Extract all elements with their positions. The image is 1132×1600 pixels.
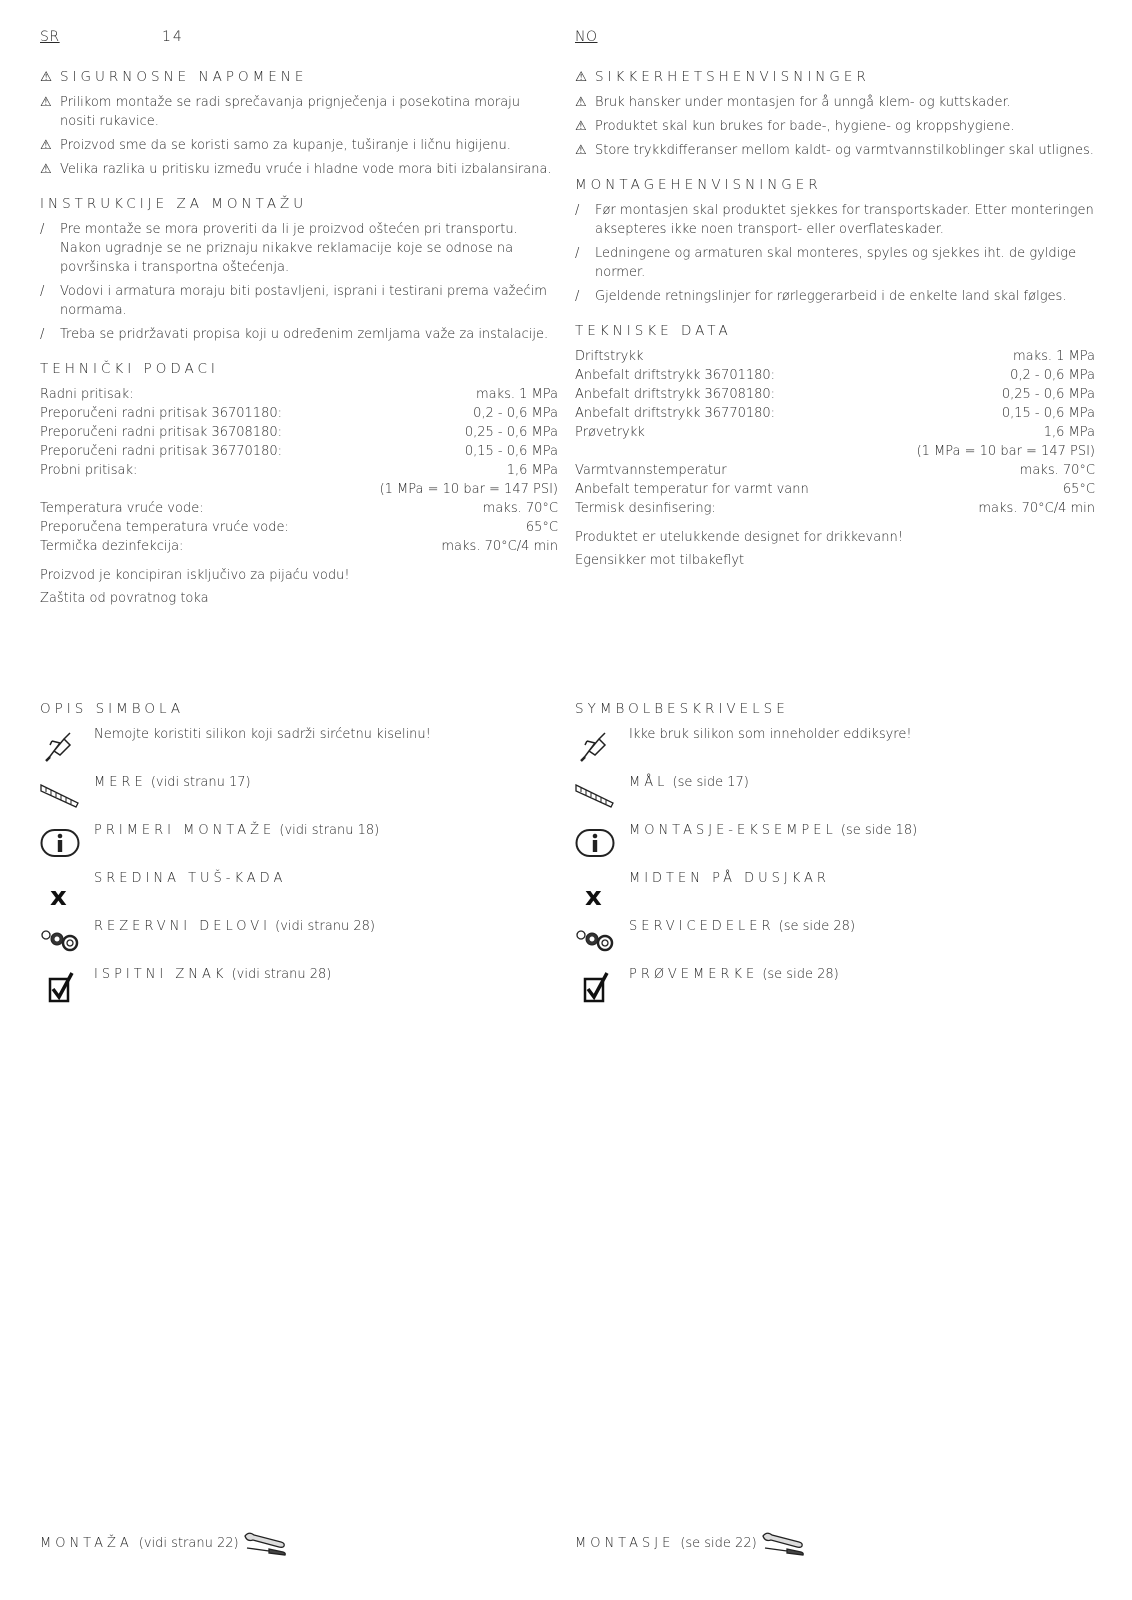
install-item: / Treba se pridržavati propisa koji u određenim zemljama važe za instalacije.: [40, 327, 549, 342]
svg-text:x: x: [585, 882, 602, 909]
tech-heading: TEHNIČKI PODACI: [40, 361, 219, 377]
symbol-row: [575, 965, 839, 1013]
install-heading: MONTAGEHENVISNINGER: [575, 177, 822, 193]
spare-parts-icon: [575, 921, 615, 957]
silicone-gun-icon: [575, 729, 615, 765]
footer-no: [575, 1530, 805, 1556]
symbol-row: [40, 725, 431, 773]
info-icon: [40, 825, 80, 861]
symbol-ref: (se side 28): [762, 967, 839, 982]
symbol-title: MIDTEN PÅ DUSJKAR: [629, 871, 830, 886]
safety-heading: ⚠ SIKKERHETSHENVISNINGER: [575, 69, 870, 85]
symbol-title: SREDINA TUŠ-KADA: [94, 871, 287, 886]
tech-row: Anbefalt driftstrykk 36701180: 0,2 - 0,6 MPa: [575, 368, 1095, 383]
symbols-no: [575, 700, 918, 1013]
wrench-screwdriver-icon: [761, 1530, 805, 1556]
tech-row: Anbefalt driftstrykk 36770180: 0,15 - 0,6 MPa: [575, 406, 1095, 421]
tech-row: Preporučeni radni pritisak 36708180: 0,25 - 0,6 MPa: [40, 425, 558, 440]
column-no: [575, 28, 1095, 570]
symbol-row: [575, 773, 789, 821]
symbol-ref: (se side 17): [672, 775, 749, 790]
note-text: Egensikker mot tilbakeflyt: [575, 553, 745, 568]
warning-icon: ⚠: [575, 69, 592, 85]
language-code: SR: [40, 29, 60, 45]
symbol-row: [40, 965, 332, 1013]
symbol-title: MONTASJE-EKSEMPEL: [629, 823, 837, 838]
symbol-row: [575, 725, 912, 773]
install-item: / Vodovi i armatura moraju biti postavljeni, isprani i testirani prema važećim normama.: [40, 284, 547, 318]
symbol-title: MERE: [94, 775, 147, 790]
symbol-title: PRØVEMERKE: [629, 967, 759, 982]
warning-icon: ⚠: [575, 119, 587, 134]
tech-row: Probni pritisak: 1,6 MPa: [40, 463, 558, 478]
warning-icon: ⚠: [575, 143, 587, 158]
symbol-ref: (se side 28): [778, 919, 856, 934]
x-icon: [575, 873, 615, 909]
silicone-gun-icon: [40, 729, 80, 765]
test-mark-icon: [40, 969, 80, 1005]
symbol-title: REZERVNI DELOVI: [94, 919, 272, 934]
warning-icon: ⚠: [575, 95, 587, 110]
spare-parts-icon: [40, 921, 80, 957]
safety-item: ⚠ Prilikom montaže se radi sprečavanja prignječenja i posekotina moraju nositi rukavice.: [40, 95, 521, 129]
safety-item: ⚠ Bruk hansker under montasjen for å unngå klem- og kuttskader.: [575, 95, 1011, 110]
symbol-title: MÅL: [629, 775, 669, 790]
symbols-sr: [40, 700, 431, 1013]
wrench-screwdriver-icon: [243, 1530, 287, 1556]
safety-heading: ⚠ SIGURNOSNE NAPOMENE: [40, 69, 308, 85]
symbol-row: [40, 821, 380, 869]
tech-row: (1 MPa = 10 bar = 147 PSI): [916, 444, 1095, 459]
tech-row: Anbefalt driftstrykk 36708180: 0,25 - 0,6 MPa: [575, 387, 1095, 402]
ruler-icon: [575, 777, 615, 813]
symbol-row: [40, 773, 251, 821]
svg-text:x: x: [50, 882, 67, 909]
symbol-row: [40, 869, 287, 917]
warning-icon: ⚠: [40, 162, 52, 177]
warning-icon: ⚠: [40, 138, 52, 153]
note-text: Proizvod je koncipiran isključivo za pijaću vodu!: [40, 568, 350, 583]
symbol-row: [575, 821, 918, 869]
symbol-ref: (vidi stranu 17): [150, 775, 251, 790]
symbol-row: [40, 917, 375, 965]
note-text: Zaštita od povratnog toka: [40, 591, 209, 606]
footer-title: MONTASJE: [575, 1535, 675, 1551]
page-header: [575, 28, 1095, 52]
tech-row: Driftstrykk maks. 1 MPa: [575, 349, 1095, 364]
symbol-text: Ikke bruk silikon som inneholder eddiksyre!: [629, 727, 912, 742]
symbol-row: [575, 869, 830, 917]
tech-table: [40, 385, 558, 556]
tech-row: Termička dezinfekcija: maks. 70°C/4 min: [40, 539, 558, 554]
symbol-ref: (se side 18): [840, 823, 918, 838]
tech-row: (1 MPa = 10 bar = 147 PSI): [379, 482, 558, 497]
page-number: 14: [162, 29, 184, 45]
symbol-row: [575, 917, 856, 965]
tech-row: Termisk desinfisering: maks. 70°C/4 min: [575, 501, 1095, 516]
symbols-heading: SYMBOLBESKRIVELSE: [575, 701, 789, 717]
install-item: / Før montasjen skal produktet sjekkes for transportskader. Etter monteringen aksepteres ikke noen transport- eller overflateskader.: [575, 203, 1094, 237]
safety-item: ⚠ Store trykkdifferanser mellom kaldt- og varmtvannstilkoblinger skal utlignes.: [575, 143, 1094, 158]
safety-item: ⚠ Velika razlika u pritisku između vruće i hladne vode mora biti izbalansirana.: [40, 162, 552, 177]
footer-sr: [40, 1530, 287, 1556]
symbol-title: PRIMERI MONTAŽE: [94, 823, 276, 838]
symbol-ref: (vidi stranu 28): [275, 919, 375, 934]
tech-row: Preporučeni radni pritisak 36701180: 0,2 - 0,6 MPa: [40, 406, 558, 421]
tech-row: Radni pritisak: maks. 1 MPa: [40, 387, 558, 402]
symbol-ref: (vidi stranu 28): [231, 967, 332, 982]
tech-table: [575, 347, 1095, 518]
symbol-title: SERVICEDELER: [629, 919, 775, 934]
symbols-heading: OPIS SIMBOLA: [40, 701, 185, 717]
symbol-ref: (vidi stranu 18): [279, 823, 380, 838]
install-item: / Pre montaže se mora proveriti da li je proizvod oštećen pri transportu. Nakon ugradnje se ne priznaju nikakve reklamacije koje se odnose na površinska i transportna oštećenja.: [40, 222, 518, 275]
footer-ref: (se side 22): [680, 1535, 757, 1551]
note-text: Produktet er utelukkende designet for drikkevann!: [575, 530, 903, 545]
symbol-title: ISPITNI ZNAK: [94, 967, 228, 982]
ruler-icon: [40, 777, 80, 813]
install-heading: INSTRUKCIJE ZA MONTAŽU: [40, 196, 308, 212]
footer-title: MONTAŽA: [40, 1535, 133, 1551]
safety-item: ⚠ Proizvod sme da se koristi samo za kupanje, tuširanje i ličnu higijenu.: [40, 138, 511, 153]
tech-row: Preporučena temperatura vruće vode: 65°C: [40, 520, 558, 535]
info-icon: [575, 825, 615, 861]
tech-row: Anbefalt temperatur for varmt vann 65°C: [575, 482, 1095, 497]
tech-row: Temperatura vruće vode: maks. 70°C: [40, 501, 558, 516]
install-item: / Gjeldende retningslinjer for rørleggerarbeid i de enkelte land skal følges.: [575, 289, 1067, 304]
test-mark-icon: [575, 969, 615, 1005]
tech-row: Prøvetrykk 1,6 MPa: [575, 425, 1095, 440]
x-icon: [40, 873, 80, 909]
warning-icon: ⚠: [40, 95, 52, 110]
symbol-text: Nemojte koristiti silikon koji sadrži sirćetnu kiselinu!: [94, 727, 431, 742]
safety-item: ⚠ Produktet skal kun brukes for bade-, hygiene- og kroppshygiene.: [575, 119, 1015, 134]
column-sr: [40, 28, 558, 608]
tech-row: Varmtvannstemperatur maks. 70°C: [575, 463, 1095, 478]
footer-ref: (vidi stranu 22): [138, 1535, 239, 1551]
tech-heading: TEKNISKE DATA: [575, 323, 732, 339]
page-header: [40, 28, 558, 52]
warning-icon: ⚠: [40, 69, 57, 85]
language-code: NO: [575, 29, 598, 45]
tech-row: Preporučeni radni pritisak 36770180: 0,15 - 0,6 MPa: [40, 444, 558, 459]
install-item: / Ledningene og armaturen skal monteres, spyles og sjekkes iht. de gyldige normer.: [575, 246, 1077, 280]
